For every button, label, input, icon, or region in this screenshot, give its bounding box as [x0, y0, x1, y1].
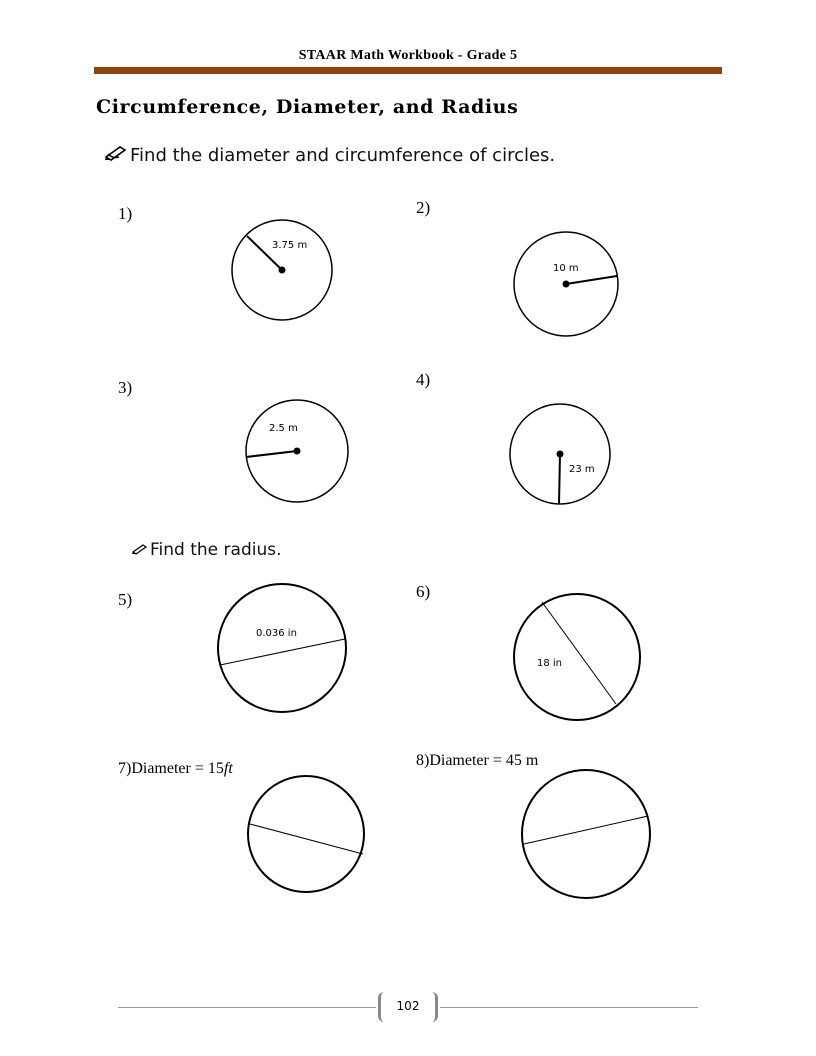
problem-7-text: Diameter = 15	[131, 760, 224, 777]
circle-figure-5	[218, 584, 346, 712]
circle-5-label: 0.036 in	[256, 628, 297, 639]
circle-2-label: 10 m	[553, 263, 579, 274]
page-number: 102	[396, 999, 420, 1013]
instruction-text: Find the radius.	[150, 540, 282, 560]
problem-8-text: Diameter = 45 m	[429, 752, 539, 769]
circle-4-label: 23 m	[569, 464, 595, 475]
circle-figure-6	[514, 594, 640, 720]
problem-2-number: 2)	[416, 198, 431, 217]
circle-figure-8	[522, 770, 650, 898]
problem-7-number: 7)	[118, 760, 132, 777]
header-title: STAAR Math Workbook - Grade 5	[298, 48, 518, 63]
circle-figure-4	[510, 404, 610, 504]
instruction-text: Find the diameter and circumference of circles.	[130, 145, 556, 166]
circle-figure-3	[246, 400, 348, 502]
circle-figure-1	[232, 220, 332, 320]
footer-rule-left	[118, 1007, 376, 1008]
section-title: Circumference, Diameter, and Radius	[96, 96, 519, 118]
footer-rule-right	[440, 1007, 698, 1008]
problem-6-number: 6)	[416, 582, 431, 601]
problem-3-number: 3)	[118, 378, 133, 397]
circle-figure-7	[248, 776, 364, 892]
problem-5-number: 5)	[118, 590, 133, 609]
problem-8-number: 8)	[416, 752, 430, 769]
circle-6-label: 18 in	[537, 658, 563, 669]
problem-7-unit: ft	[223, 760, 233, 777]
problem-4-number: 4)	[416, 370, 431, 389]
circle-1-label: 3.75 m	[272, 240, 308, 251]
problem-1-number: 1)	[118, 204, 133, 223]
circle-figure-2	[514, 232, 618, 336]
circle-3-label: 2.5 m	[269, 423, 298, 434]
